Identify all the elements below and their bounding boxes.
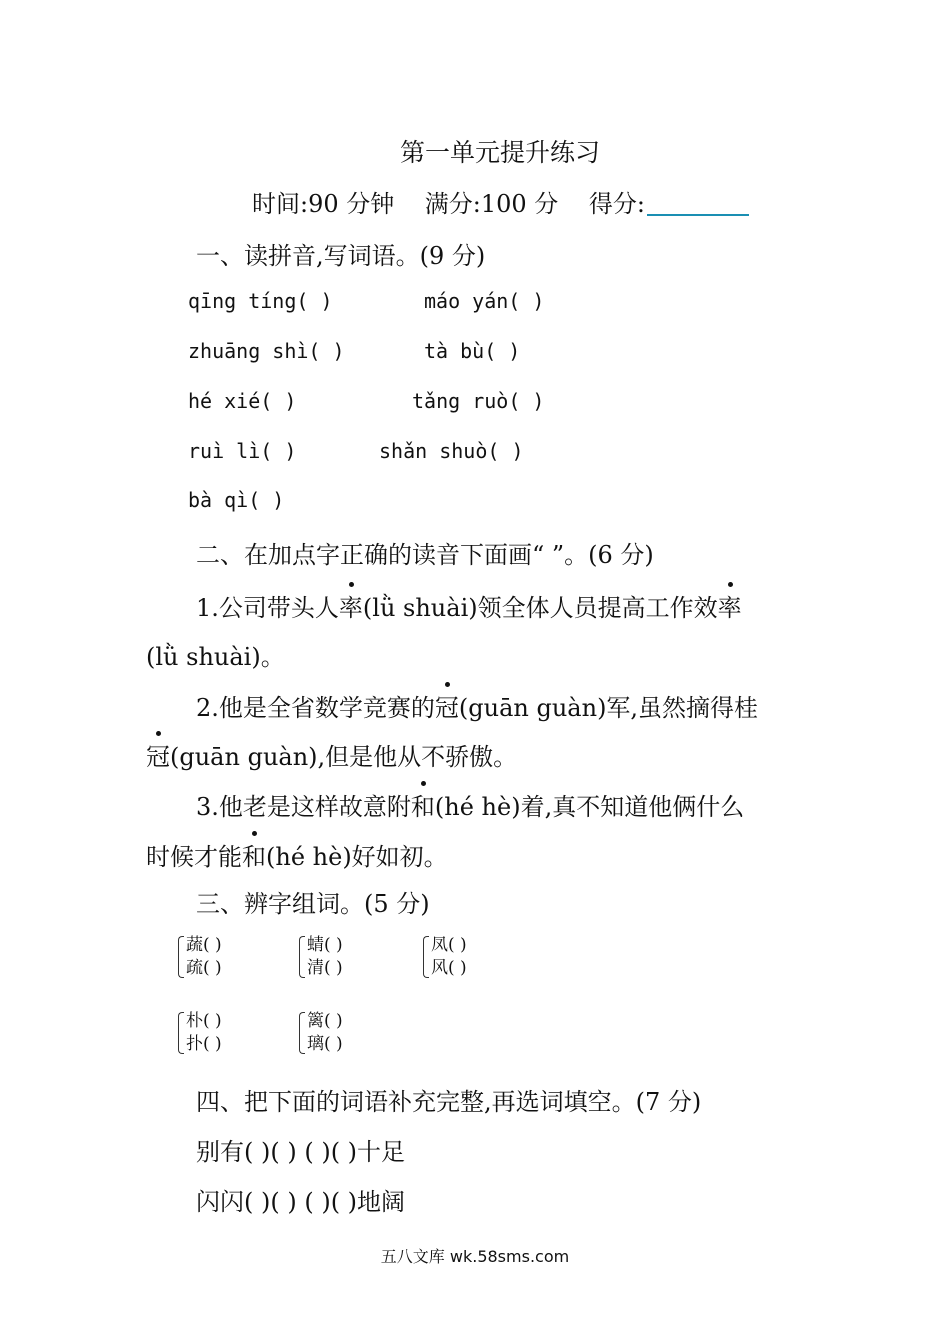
section-4-heading: 四、把下面的词语补充完整,再选词填空。(7 分) <box>196 1088 702 1116</box>
pinyin-item: shǎn shuò( ) <box>379 439 524 463</box>
question-2-2-line2: 冠(guān guàn),但是他从不骄傲。 <box>146 737 517 772</box>
pinyin-item: máo yán( ) <box>424 289 545 313</box>
char-group <box>186 1010 222 1056</box>
char-pair-row: 扑( ) <box>186 1034 222 1054</box>
dotted-char: 冠 <box>435 688 459 723</box>
question-2-3-line1: 3.他老是这样故意附和(hé hè)着,真不知道他俩什么 <box>196 787 744 822</box>
char-group <box>186 934 222 980</box>
pinyin-item: tǎng ruò( ) <box>412 389 545 413</box>
char-pair-row: 疏( ) <box>186 958 222 978</box>
dotted-char: 和 <box>242 837 266 872</box>
char-pair-row: 清( ) <box>307 958 343 978</box>
char-pair-row: 凤( ) <box>431 935 467 955</box>
question-2-3-line2: 时候才能和(hé hè)好如初。 <box>146 837 448 872</box>
question-2-2-line1: 2.他是全省数学竞赛的冠(guān guàn)军,虽然摘得桂 <box>196 688 758 723</box>
time-limit: 时间:90 分钟 <box>252 190 395 218</box>
pinyin-item: ruì lì( ) <box>188 439 297 463</box>
section-2-heading: 二、在加点字正确的读音下面画“ ”。(6 分) <box>196 541 654 569</box>
footer-watermark: 五八文库 wk.58sms.com <box>380 1247 570 1266</box>
score-blank[interactable] <box>647 188 749 216</box>
pinyin-item: hé xié( ) <box>188 389 297 413</box>
char-pair-row: 风( ) <box>431 958 467 978</box>
page-title: 第一单元提升练习 <box>399 138 600 167</box>
pinyin-item: zhuāng shì( ) <box>188 339 345 363</box>
dotted-char: 冠 <box>146 737 170 772</box>
exam-meta <box>252 184 749 219</box>
idiom-row: 闪闪( )( ) ( )( )地阔 <box>196 1188 406 1216</box>
char-pair-row: 篱( ) <box>307 1011 343 1031</box>
char-pair-row: 璃( ) <box>307 1034 343 1054</box>
pinyin-item: bà qì( ) <box>188 488 285 512</box>
char-group <box>307 1010 343 1056</box>
dotted-char: 率 <box>339 588 363 623</box>
section-3-heading: 三、辨字组词。(5 分) <box>196 890 430 918</box>
question-2-1-line1: 1.公司带头人率(lǜ shuài)领全体人员提高工作效率 <box>196 588 742 623</box>
char-pair-row: 蔬( ) <box>186 935 222 955</box>
pinyin-item: tà bù( ) <box>424 339 521 363</box>
pinyin-item: qīng tíng( ) <box>188 289 333 313</box>
char-pair-row: 蜻( ) <box>307 935 343 955</box>
dotted-char: 和 <box>411 787 435 822</box>
char-pair-row: 朴( ) <box>186 1011 222 1031</box>
full-score: 满分:100 分 <box>424 190 559 218</box>
dotted-char: 率 <box>718 588 742 623</box>
idiom-row: 别有( )( ) ( )( )十足 <box>196 1138 406 1166</box>
char-group <box>431 934 467 980</box>
char-group <box>307 934 343 980</box>
score-label: 得分: <box>588 190 645 218</box>
section-1-heading: 一、读拼音,写词语。(9 分) <box>196 242 486 270</box>
question-2-1-line2: (lǜ shuài)。 <box>146 643 285 671</box>
